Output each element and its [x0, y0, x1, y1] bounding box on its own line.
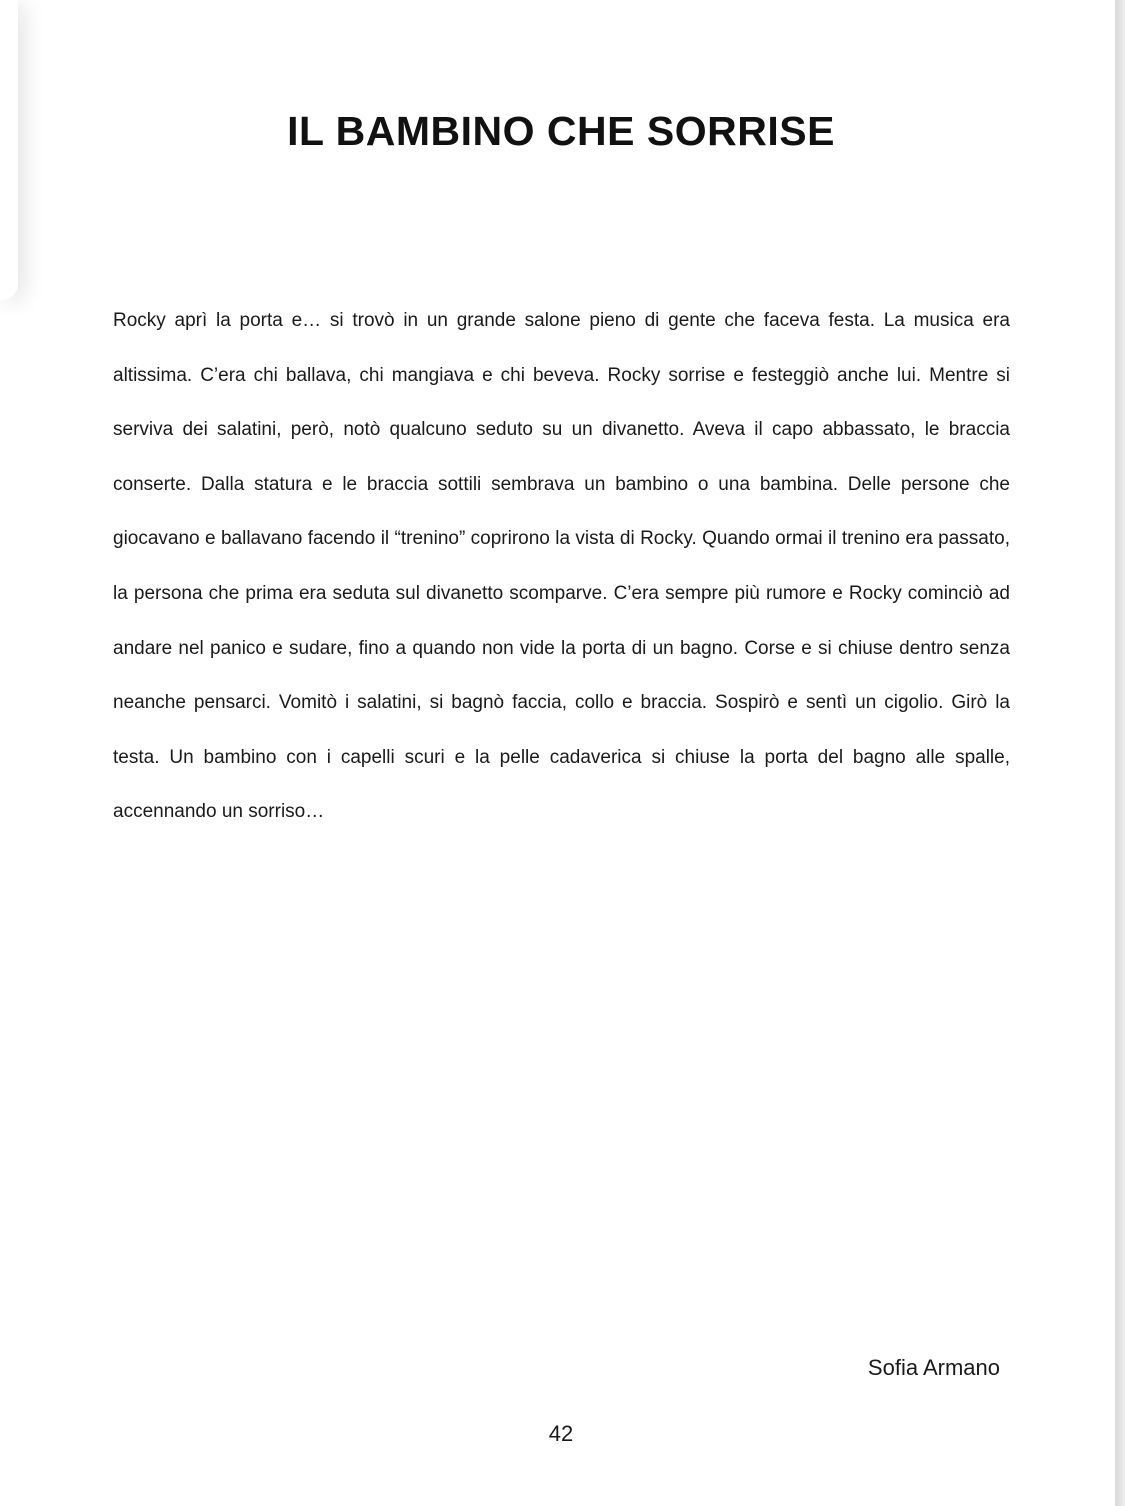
author-name: Sofia Armano — [867, 1355, 1000, 1380]
page-number: 42 — [548, 1421, 574, 1446]
story-title: IL BAMBINO CHE SORRISE — [287, 108, 835, 154]
story-body: Rocky aprì la porta e… si trovò in un grande salone pieno di gente che faceva festa. La musica era altissima. C’era chi ballava, chi mangiava e chi beveva. Rocky sorrise e festeggiò anche lui. Mentre si serviva dei salatini, però, notò qualcuno seduto su un divanetto. Aveva il capo abbassato, le braccia conserte. Dalla statura e le braccia sottili sembrava un bambino o una bambina. Delle persone che giocavano e ballavano facendo il “trenino” coprirono la vista di Rocky. Quando ormai il trenino era passato, la persona che prima era seduta sul divanetto scomparve. C’era sempre più rumore e Rocky cominciò ad andare nel panico e sudare, fino a quando non vide la porta di un bagno. Corse e si chiuse dentro senza neanche pensarci. Vomitò i salatini, si bagnò faccia, collo e braccia. Sospirò e sentì un cigolio. Girò la testa. Un bambino con i capelli scuri e la pelle cadaverica si chiuse la porta del bagno alle spalle, accennando un sorriso… — [113, 310, 1010, 823]
page-edge-shadow — [1115, 0, 1125, 1506]
